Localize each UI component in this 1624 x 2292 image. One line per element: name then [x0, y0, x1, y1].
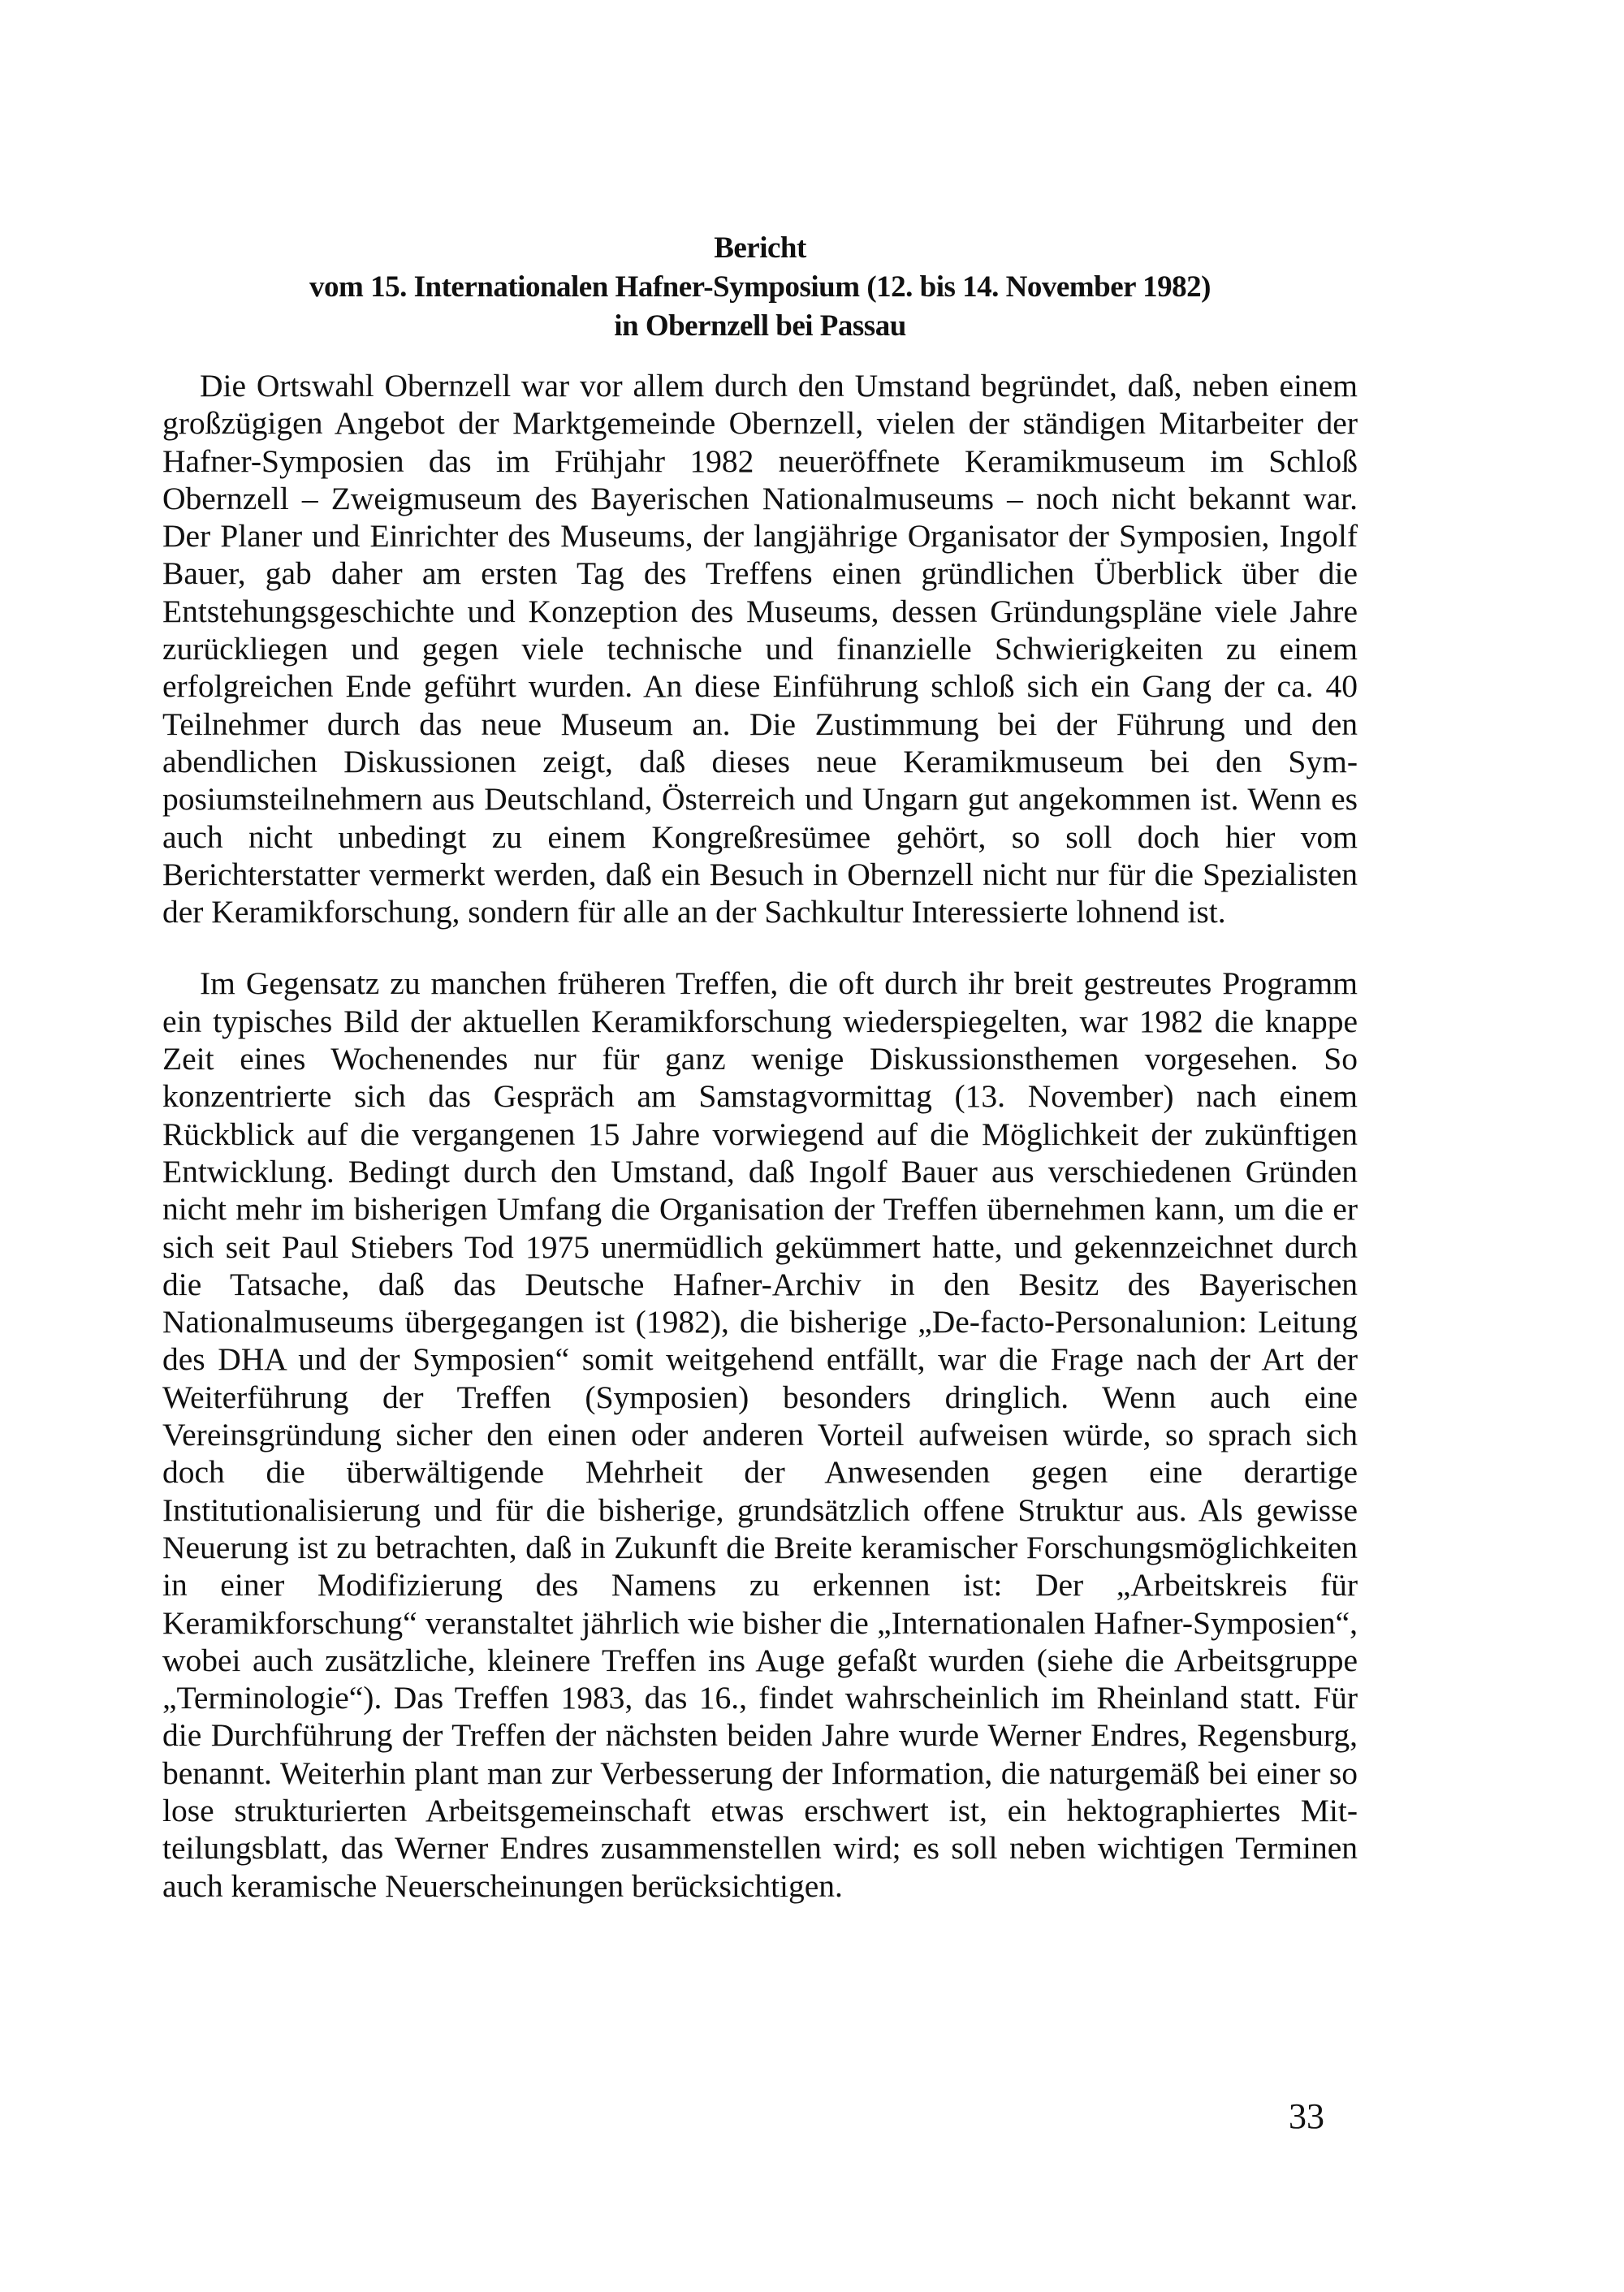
report-heading	[162, 229, 1358, 346]
page-number: 33	[1289, 2096, 1324, 2136]
report-body	[162, 367, 1358, 1905]
heading-location: in Obernzell bei Passau	[614, 309, 906, 343]
paragraph-location-choice: Die Ortswahl Obernzell war vor allem durch den Umstand begründet, daß, neben einem großzügigen Angebot der Marktgemeinde Obernzell, vielen der ständigen Mitarbeiter der Hafner-Symposien das im Frühjahr 1982 neueröffnete Keramikmuseum im Schloß Obernzell – Zweigmuseum des Bayerischen Nationalmuseums – noch nicht bekannt war. Der Planer und Einrichter des Museums, der langjährige Organisator der Symposien, Ingolf Bauer, gab daher am ersten Tag des Treffens einen gründlichen Überblick über die Entstehungsgeschichte und Konzeption des Museums, dessen Gründungspläne viele Jahre zurückliegen und gegen viele technische und finanzielle Schwierigkeiten zu einem erfolgreichen Ende geführt wurden. An diese Einführung schloß sich ein Gang der ca. 40 Teilnehmer durch das neue Museum an. Die Zustimmung bei der Führung und den abendlichen Diskussionen zeigt, daß dieses neue Keramikmuseum bei den Symposiumsteilnehmern aus Deutschland, Österreich und Ungarn gut angekommen ist. Wenn es auch nicht unbedingt zu einem Kongreßresümee gehört, so soll doch hier vom Berichterstatter vermerkt werden, daß ein Besuch in Obernzell nicht nur für die Spezialisten der Keramikforschung, sondern für alle an der Sachkultur Interessierte lohnend ist.	[162, 368, 1358, 930]
paragraph-future-organisation: Im Gegensatz zu manchen früheren Treffen, die oft durch ihr breit gestreutes Programm ein typisches Bild der aktuellen Keramikforschung wiederspiegelten, war 1982 die knappe Zeit eines Wochenendes nur für ganz wenige Diskussionsthemen vorgesehen. So konzentrierte sich das Gespräch am Samstagvormittag (13. November) nach einem Rückblick auf die vergangenen 15 Jahre vorwiegend auf die Möglichkeit der zukünftigen Entwicklung. Bedingt durch den Umstand, daß Ingolf Bauer aus verschiedenen Gründen nicht mehr im bisherigen Umfang die Organisation der Treffen übernehmen kann, um die er sich seit Paul Stiebers Tod 1975 unermüdlich gekümmert hatte, und gekennzeichnet durch die Tatsache, daß das Deutsche Hafner-Archiv in den Besitz des Bayerischen Nationalmuseums übergegangen ist (1982), die bisherige „De-facto-Personalunion: Leitung des DHA und der Symposien“ somit weitgehend entfällt, war die Frage nach der Art der Weiterführung der Treffen (Symposien) besonders dringlich. Wenn auch eine Vereinsgründung sicher den einen oder anderen Vorteil aufweisen würde, so sprach sich doch die überwältigende Mehrheit der Anwesenden gegen eine derartige Institutionalisierung und für die bisherige, grundsätzlich offene Struktur aus. Als gewisse Neuerung ist zu betrachten, daß in Zukunft die Breite keramischer Forschungsmöglichkeiten in einer Modifizierung des Namens zu erkennen ist: Der „Arbeitskreis für Keramikforschung“ veranstaltet jährlich wie bisher die „Internationalen Hafner-Symposien“, wobei auch zusätzliche, kleinere Treffen ins Auge gefaßt wurden (siehe die Arbeitsgruppe „Terminologie“). Das Treffen 1983, das 16., findet wahrscheinlich im Rheinland statt. Für die Durchführung der Treffen der nächsten beiden Jahre wurde Werner Endres, Regensburg, benannt. Weiterhin plant man zur Verbesserung der Information, die naturgemäß bei einer so lose strukturierten Arbeitsgemeinschaft etwas erschwert ist, ein hektographiertes Mitteilungsblatt, das Werner Endres zusammenstellen wird; es soll neben wichtigen Terminen auch keramische Neuerscheinungen berücksichtigen.	[162, 965, 1358, 1904]
heading-event: vom 15. Internationalen Hafner-Symposium (12. bis 14. November 1982)	[309, 270, 1211, 304]
heading-title: Bericht	[714, 231, 806, 265]
